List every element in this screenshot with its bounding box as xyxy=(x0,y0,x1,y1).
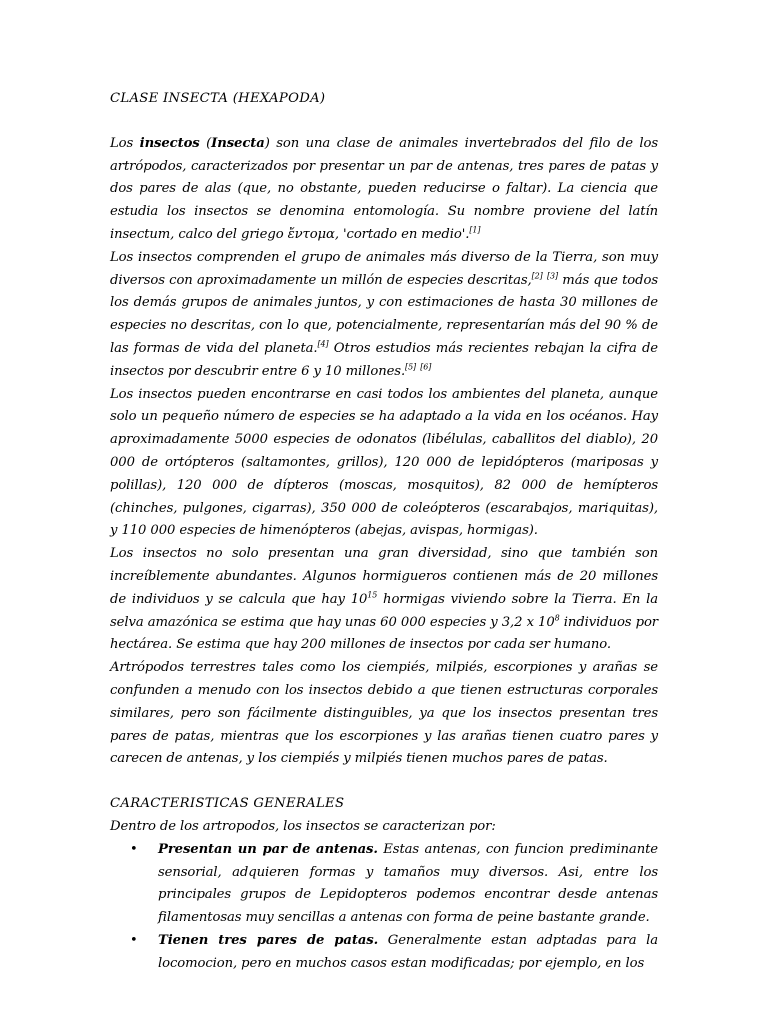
citation-2[interactable]: [2] xyxy=(531,271,543,281)
document-body xyxy=(110,88,658,975)
list-item-heading: Tienen tres pares de patas. xyxy=(158,932,379,948)
document-title: CLASE INSECTA (HEXAPODA) xyxy=(110,91,326,106)
text: individuos por hectárea. Se estima que hay 200 millones de insectos por cada ser humano. xyxy=(110,614,658,653)
section-intro: Dentro de los artropodos, los insectos se caracterizan por: xyxy=(110,818,496,834)
bold-term-insectos: insectos xyxy=(139,135,200,151)
text: ) son una clase de animales invertebrados del filo de los artrópodos, caracterizados por presentar un par de antenas, tres pares de patas y dos pares de alas (que, no obstante, pueden reducirse o faltar). La ciencia que estudia los insectos se denomina entomología. Su nombre proviene del latín insectum, calco del griego ἔντομα, 'cortado en medio'. xyxy=(110,135,659,242)
citation-4[interactable]: [4] xyxy=(317,339,329,349)
paragraph-abundance xyxy=(110,543,658,657)
citation-3[interactable]: [3] xyxy=(546,271,559,281)
text: ( xyxy=(199,135,212,151)
citation-6[interactable]: [6] xyxy=(420,362,432,372)
paragraph-intro xyxy=(110,133,658,247)
paragraph-arthropods: Artrópodos terrestres tales como los ciempiés, milpiés, escorpiones y arañas se confunden a menudo con los insectos debido a que tienen estructuras corporales similares, pero son fácilmente distinguibles, ya que los insectos presentan tres pares de patas, mientras que los escorpiones y las arañas tienen cuatro pares y carecen de antenas, y los ciempiés y milpiés tienen muchos pares de patas. xyxy=(110,660,658,767)
section-title: CARACTERISTICAS GENERALES xyxy=(110,796,345,812)
exponent: 8 xyxy=(554,613,560,623)
list-item-text: Estas antenas, con funcion prediminante sensorial, adquieren formas y tamaños muy diversos. Asi, entre los principales grupos de Lepidopteros podemos encontrar desde antenas filamentosas muy sencillas a antenas con forma de peine bastante grande. xyxy=(158,841,658,926)
list-item xyxy=(110,839,658,930)
bold-term-insecta: Insecta xyxy=(211,135,265,151)
bullet-icon: • xyxy=(130,932,138,948)
citation-1[interactable]: [1] xyxy=(469,225,481,235)
citation-5[interactable]: [5] xyxy=(405,362,417,372)
bullet-icon: • xyxy=(130,841,138,857)
list-item-text: Generalmente estan adptadas para la locomocion, pero en muchos casos estan modificadas; por ejemplo, en los xyxy=(158,932,658,971)
list-item-heading: Presentan un par de antenas. xyxy=(158,841,378,857)
text: más que todos los demás grupos de animales juntos, y con estimaciones de hasta 30 millones de especies no descritas, con lo que, potencialmente, representarían más del 90 % de las formas de vida del planeta. xyxy=(110,272,658,356)
paragraph-diversity xyxy=(110,247,658,384)
text: Los insectos no solo presentan una gran diversidad, sino que también son increíblemente abundantes. Algunos hormigueros contienen más de 20 millones de individuos y se calcula que hay 10 xyxy=(110,546,658,607)
exponent: 15 xyxy=(367,590,378,600)
list-item xyxy=(110,930,658,976)
text: Los insectos comprenden el grupo de animales más diverso de la Tierra, son muy diversos con aproximadamente un millón de especies descritas, xyxy=(110,249,658,288)
characteristics-list xyxy=(110,839,658,976)
text: Otros estudios más recientes rebajan la cifra de insectos por descubrir entre 6 y 10 millones. xyxy=(110,340,658,379)
paragraph-habitats: Los insectos pueden encontrarse en casi todos los ambientes del planeta, aunque solo un pequeño número de especies se ha adaptado a la vida en los océanos. Hay aproximadamente 5000 especies de odonatos (libélulas, caballitos del diablo), 20 000 de ortópteros (saltamontes, grillos), 120 000 de lepidópteros (mariposas y polillas), 120 000 de dípteros (moscas, mosquitos), 82 000 de hemípteros (chinches, pulgones, cigarras), 350 000 de coleópteros (escarabajos, mariquitas), y 110 000 especies de himenópteros (abejas, avispas, hormigas). xyxy=(110,386,658,539)
text: hormigas viviendo sobre la Tierra. En la selva amazónica se estima que hay unas 60 000 especies y 3,2 x 10 xyxy=(110,591,659,630)
text: Los xyxy=(110,135,140,151)
